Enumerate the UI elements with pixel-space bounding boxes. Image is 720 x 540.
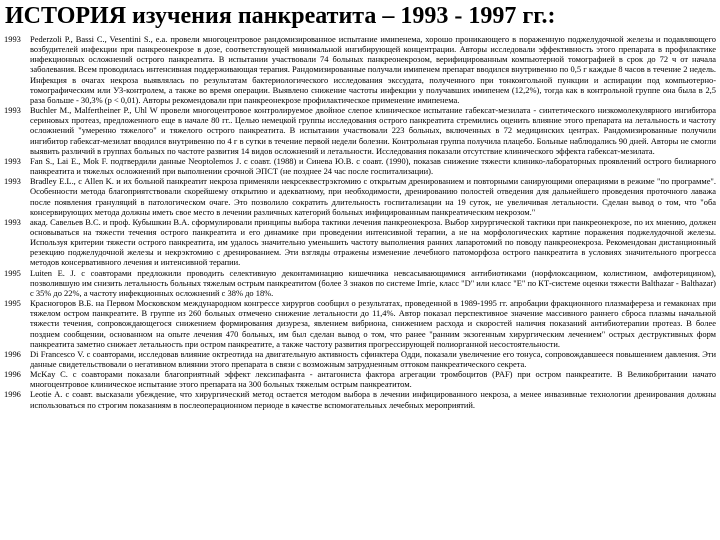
history-entry [4, 389, 716, 409]
history-entry [4, 156, 716, 176]
history-entry [4, 268, 716, 298]
entry-year: 1993 [4, 216, 21, 227]
entry-year: 1996 [4, 348, 21, 359]
entry-year: 1993 [4, 155, 21, 166]
entry-text: Pederzoli P., Bassi C., Vesentini S., e.a. провели многоцентровое рандомизированное испытание имипенема, хорошо проникающего в пораженную поджелудочной железы и подавляющего возбудителей инфекции при панкреонекрозе в дозе, соответствующей минимальной ингибирующей концентрации. Авторы исследовали эффективность этого препарата в профилактике инфекционных осложнений острого панкреатита. В испытании участвовали 74 больных панкреонекрозом, верифицированным компьютерной томографией в срок до 72 ч от начала заболевания. Всем проводилась интенсивная поддерживающая терапия. Рандомизированные получали имипенем препарат вводился внутривенно по 0,5 г каждые 8 часов в течение 2 недель. Инфекция в очагах некроза выявлялась по результатам бактериологического исследования экссудата, полученного при тонкоигольной пункции и аспирации под компьютерно-томографическим или УЗ-контролем, а также во время операции. Выявлено снижение частоты инфекции у получавших имипенем (12,2%), тогда как в контрольной группе она была в 2,5 раза больше - 30,3% (p < 0,01). Авторы рекомендовали при панкреонекрозе профилактическое применение имипенема. [30, 34, 716, 105]
entry-text: Di Francesco V. с соавторами, исследовав влияние октреотида на двигательную активность сфинктера Одди, показали увеличение его тонуса, сопровождавшееся повышением давления. Эти данные свидетельствовали о негативном влиянии этого препарата в связи с возможным затрудненным оттоком панкреатического секрета. [30, 348, 716, 369]
history-entry [4, 369, 716, 389]
entry-text: Leotie A. с соавт. высказали убеждение, что хирургический метод остается методом выбора в лечении инфицированного некроза, а менее инвазивные технологии дренирования должны использоваться по строгим показаниям в послеоперационном периоде в качестве вспомогательных лечебных мероприятий. [30, 389, 716, 410]
entry-year: 1993 [4, 34, 21, 44]
entry-text: Luiten E. J. с соавторами предложили проводить селективную деконтаминацию кишечника невсасывающимися антибиотиками (норфлоксацином, колистином, амфотерицином), позволившую им снизить летальность больных тяжелым острым панкреатитом (более 3 знаков по системе Imrie, класс "D" или класс "E" по КТ-системе оценки тяжести Balthazar - Balthazar) с 35% до 22%, а частоту инфекционных осложнений с 38% до 18%. [30, 267, 716, 298]
history-entry [4, 217, 716, 268]
entry-text: McKay C. с соавторами показали благоприятный эффект лексипафанта - антагониста фактора агрегации тромбоцитов (PAF) при остром панкреатите. В Великобритании начато многоцентровое клиническое испытание этого препарата на 300 больных тяжелым острым панкреатитом. [30, 369, 716, 390]
entry-year: 1993 [4, 105, 21, 116]
entry-text: Buchler M., Malfertheiner P., Uhl W провели многоцентровое контролируемое двойное слепое клиническое испытание габексат-мезилата - синтетического низкомолекулярного ингибитора сериновых протеаз, предложенного еще в начале 80 гг.. Целью немецкой группы исследования острого панкреатита стремились оценить влияние этого препарата на летальность и частоту осложнений "умеренно тяжелого" и тяжелого острого панкреатита. В испытании участвовали 223 больных, включенных в 72 медицинских центрах. Рандомизированные получили ингибитор габексат-мезилат вводился внутривенно по 4 г в сутки в течение первой недели болезни. Контрольная группа получила плацебо. Больные наблюдались 90 дней. Авторы не смогли выявить различий в группах больных по частоте развития 14 видов осложнений и летальности. Исследования показали отсутствие клинического эффекта габексат-мезилата. [30, 105, 716, 156]
history-entry [4, 349, 716, 369]
entry-year: 1996 [4, 389, 21, 400]
entry-year: 1995 [4, 267, 21, 278]
page-title: ИСТОРИЯ изучения панкреатита – 1993 - 1997 гг.: [5, 3, 556, 29]
entry-year: 1995 [4, 298, 21, 309]
history-entry [4, 176, 716, 217]
entry-text: Bradley E.L., с Allen K. и их больной панкреатит некроза применяли некрсеквестрэктомию с открытым дренированием и повторными санирующими операциями в режиме "по программе". Особенности метода благоприятствовали скорейшему открытию и адекватному, при необходимости, дренированию полостей отведения для дальнейшего проведения проточного лаважа после появления грануляций в патологическом очаге. Это позволило сократить длительность госпитализации на 19 суток, не увеличивая летальности. Сделан вывод о том, что "оба консервирующих метода должны иметь свое место в лечении различных категорий больных инфицированным панкреатическим некрозом." [30, 176, 716, 217]
entry-text: акад. Савельев В.С. и проф. Кубышкин В.А. сформулировали принципы выбора тактики лечения панкреонекроза. Выбор хирургической тактики при панкреонекрозе, по их мнению, должен основываться на тяжести течения острого панкреатита и его динамике при проведении интенсивной терапии, а не на морфологических картине поражения поджелудочной железы. Используя критерии тяжести острого панкреатита, им удалось значительно уменьшить частоту выполнения ранних лапаротомий по поводу панкреонекроза. Рекомендован дистанционный резекцию поджелудочной железы и некрэктомию с дренированием. Эти взгляды отражены изменение лечебного патоморфоза острого панкреатита в условиях значительного прогресса методов консервативного лечения и интенсивной терапии. [30, 216, 716, 268]
history-entry [4, 34, 716, 105]
entry-text: Fan S., Lai E., Mok F. подтвердили данные Neoptolemos J. с соавт. (1988) и Синева Ю.В. с соавт. (1990), показав снижение тяжести клинико-лабораторных проявлений острого билиарного панкреатита и тяжелых осложнений при выполнении срочной ЭПСТ (не позднее 24 час после госпитализации). [30, 155, 716, 177]
entry-year: 1996 [4, 369, 21, 380]
history-entries [4, 34, 716, 537]
entry-text: Красногоров В.Б. на Первом Московском международном конгрессе хирургов сообщил о результатах, проведенной в 1989-1995 гг. апробации фракционного плазмафереза и гемаконах при тяжелом остром панкреатите. В группе из 260 больных отмечено снижение летальности до 11,4%. Автор показал перспективное значение массивного раннего сброса плазмы начальной тяжести течения, сопровождающегося снижением формирования дизуреза, явлением вибриона, снижением расхода и скоростей наличия показаний антибиотерапии протеаз. В более позднем сообщении, основанном на опыте лечения 470 больных, им был сделан вывод о том, что ранее "ранним экзогенным хирургическим лечением" острых деструктивных форм панкреатита заметно снижает летальность при остром панкреатите, а также частоту развития прогрессирующей полиорганной несостоятельности. [30, 298, 716, 349]
history-entry [4, 298, 716, 349]
entry-year: 1993 [4, 176, 21, 187]
history-entry [4, 105, 716, 156]
